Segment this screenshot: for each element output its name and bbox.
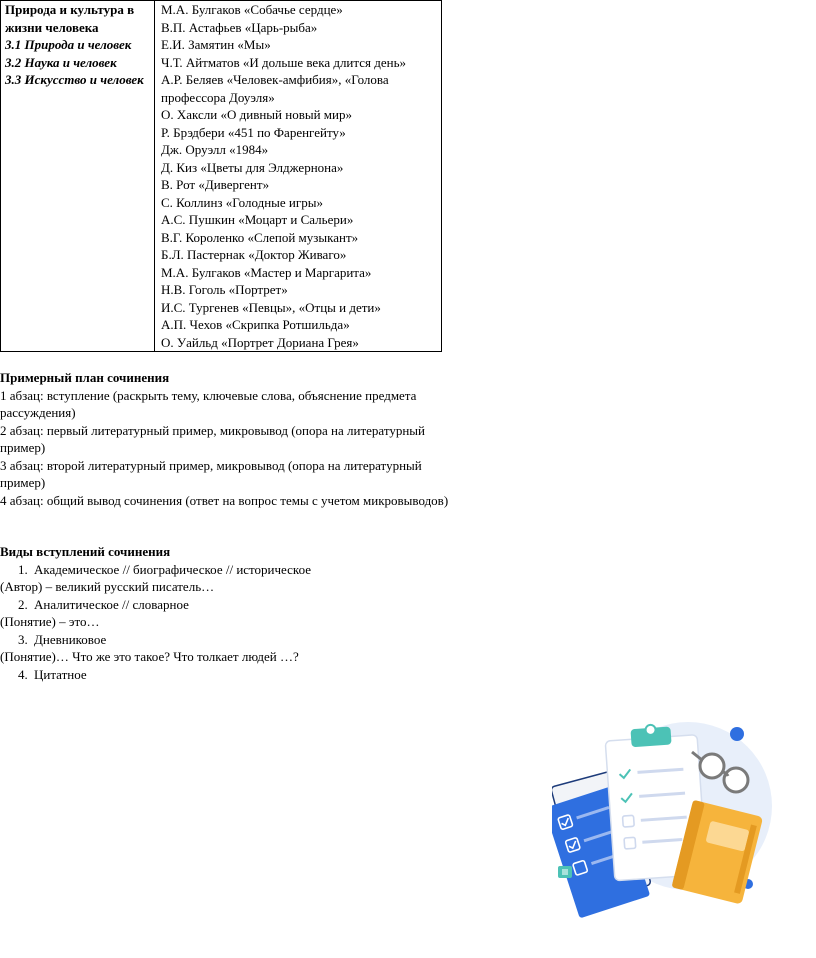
work-item: А.Р. Беляев «Человек-амфибия», «Голова профессора Доуэля» <box>161 72 389 105</box>
intro-type-number: 1. <box>18 561 28 577</box>
plan-paragraph: 2 абзац: первый литературный пример, микровывод (опора на литературный пример) <box>0 422 425 455</box>
intro-type-label: Аналитическое // словарное <box>34 596 189 612</box>
work-item: Ч.Т. Айтматов «И дольше века длится день» <box>161 54 407 70</box>
work-item: О. Хаксли «О дивный новый мир» <box>161 107 352 122</box>
intro-type-item <box>0 631 450 649</box>
work-item: Дж. Оруэлл «1984» <box>161 142 269 157</box>
plan-paragraph: 3 абзац: второй литературный пример, микровывод (опора на литературный пример) <box>0 457 422 490</box>
literature-table <box>0 0 442 352</box>
clipboard-checklist-illustration <box>552 708 774 932</box>
topic-title: Природа и культура в жизни человека <box>5 2 135 35</box>
intro-type-number: 4. <box>18 666 28 682</box>
work-item: М.А. Булгаков «Собачье сердце» <box>161 2 343 17</box>
work-item: С. Коллинз «Голодные игры» <box>161 194 323 210</box>
work-item: А.С. Пушкин «Моцарт и Сальери» <box>161 212 354 227</box>
work-item: В.Г. Короленко «Слепой музыкант» <box>161 229 359 245</box>
intro-type-example: (Понятие)… Что же это такое? Что толкает людей …? <box>0 649 299 664</box>
intro-type-label: Дневниковое <box>34 631 107 647</box>
work-item: Б.Л. Пастернак «Доктор Живаго» <box>161 247 347 262</box>
intro-type-label: Академическое // биографическое // историческое <box>34 561 311 577</box>
plan-paragraph: 1 абзац: вступление (раскрыть тему, ключевые слова, объяснение предмета рассуждения) <box>0 387 417 420</box>
essay-plan-heading: Примерный план сочинения <box>0 370 170 385</box>
teal-sticker-icon <box>558 866 572 878</box>
work-item: О. Уайльд «Портрет Дориана Грея» <box>161 334 359 350</box>
work-item: Д. Киз «Цветы для Элджернона» <box>161 159 344 175</box>
subtopic: 3.1 Природа и человек <box>5 37 132 52</box>
intro-type-label: Цитатное <box>34 666 87 682</box>
decor-dot <box>730 727 744 741</box>
subtopic: 3.3 Искусство и человек <box>5 72 144 87</box>
work-item: М.А. Булгаков «Мастер и Маргарита» <box>161 264 372 280</box>
intro-types-heading: Виды вступлений сочинения <box>0 544 171 559</box>
work-item: Н.В. Гоголь «Портрет» <box>161 282 288 297</box>
intro-type-item <box>0 561 450 579</box>
plan-paragraph: 4 абзац: общий вывод сочинения (ответ на вопрос темы с учетом микровыводов) <box>0 492 449 508</box>
work-item: Р. Брэдбери «451 по Фаренгейту» <box>161 124 346 140</box>
work-item: А.П. Чехов «Скрипка Ротшильда» <box>161 317 350 332</box>
subtopic: 3.2 Наука и человек <box>5 54 117 70</box>
work-item: И.С. Тургенев «Певцы», «Отцы и дети» <box>161 299 381 315</box>
intro-types-section <box>0 543 450 683</box>
intro-type-number: 3. <box>18 631 28 647</box>
intro-type-example: (Автор) – великий русский писатель… <box>0 579 215 594</box>
intro-type-example: (Понятие) – это… <box>0 614 100 629</box>
work-item: Е.И. Замятин «Мы» <box>161 37 271 52</box>
work-item: В.П. Астафьев «Царь-рыба» <box>161 19 318 35</box>
work-item: В. Рот «Дивергент» <box>161 177 270 192</box>
essay-plan-section <box>0 369 450 509</box>
topic-cell <box>1 1 155 352</box>
intro-type-number: 2. <box>18 596 28 612</box>
intro-type-item <box>0 596 450 614</box>
intro-type-item <box>0 666 450 684</box>
works-cell <box>155 1 442 352</box>
